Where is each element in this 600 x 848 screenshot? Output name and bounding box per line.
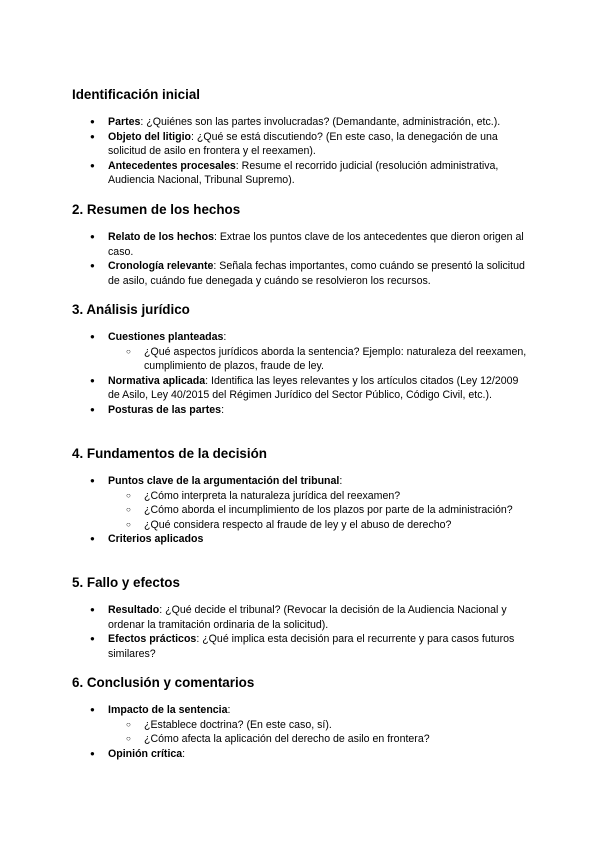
item-term: Cuestiones planteadas	[108, 331, 224, 343]
section-heading-conclusion: 6. Conclusión y comentarios	[72, 675, 255, 690]
item-term: Normativa aplicada	[108, 374, 206, 387]
list-item	[72, 115, 532, 130]
item-term: Objeto del litigio	[108, 130, 191, 143]
list-analisis	[72, 330, 532, 417]
list-item	[72, 603, 532, 632]
section-heading-fundamentos: 4. Fundamentos de la decisión	[72, 446, 267, 461]
list-item	[72, 703, 532, 747]
list-item	[72, 230, 532, 259]
list-item	[72, 259, 532, 288]
item-text: : Identifica las leyes relevantes y los artículos citados (Ley 12/2009 de Asilo, Ley 40/2015 del Régimen Jurídico del Sector Público, Código Civil, etc.).	[108, 374, 519, 401]
list-resumen	[72, 230, 532, 288]
list-item	[72, 747, 532, 762]
list-identificacion	[72, 115, 532, 188]
sublist-item: ○ ¿Cómo aborda el incumplimiento de los plazos por parte de la administración?	[108, 503, 532, 518]
item-text: :	[227, 704, 231, 716]
item-term: Relato de los hechos	[108, 231, 214, 243]
item-text: : Extrae los puntos clave de los antecedentes que dieron origen al caso.	[108, 231, 524, 258]
item-term: Puntos clave de la argumentación del tribunal	[108, 475, 340, 487]
item-term: Efectos prácticos	[108, 633, 197, 645]
item-text: : ¿Quiénes son las partes involucradas? (Demandante, administración, etc.).	[140, 116, 501, 128]
list-item	[72, 159, 532, 188]
list-fallo	[72, 603, 532, 661]
item-text: : ¿Qué implica esta decisión para el recurrente y para casos futuros similares?	[108, 633, 515, 660]
sublist-item: ○ ¿Establece doctrina? (En este caso, sí).	[108, 718, 532, 733]
list-item	[72, 374, 532, 403]
list-item	[72, 632, 532, 661]
item-text: : Resume el recorrido judicial (resolución administrativa, Audiencia Nacional, Tribunal Supremo).	[108, 159, 499, 186]
sublist	[108, 718, 532, 747]
item-term: Impacto de la sentencia	[108, 704, 228, 716]
list-item	[72, 474, 532, 532]
sublist-item: ○ ¿Cómo afecta la aplicación del derecho de asilo en frontera?	[108, 732, 532, 747]
item-term: Cronología relevante	[108, 260, 214, 272]
sublist-item: ○ ¿Qué aspectos jurídicos aborda la sentencia? Ejemplo: naturaleza del reexamen, cumplimiento de plazos, fraude de ley.	[108, 345, 532, 374]
item-text: :	[339, 475, 343, 487]
item-text: :	[221, 403, 225, 416]
item-term: Partes	[108, 116, 141, 128]
item-term: Antecedentes procesales	[108, 159, 236, 172]
item-text: : Señala fechas importantes, como cuándo se presentó la solicitud de asilo, cuándo fue denegada y cuándo se resolvieron los recursos.	[108, 260, 525, 287]
section-heading-fallo: 5. Fallo y efectos	[72, 575, 180, 590]
item-text: : ¿Qué se está discutiendo? (En este caso, la denegación de una solicitud de asilo en frontera y el reexamen).	[108, 130, 498, 157]
list-item	[72, 532, 532, 547]
section-heading-resumen: 2. Resumen de los hechos	[72, 202, 241, 217]
item-term: Opinión crítica	[108, 747, 183, 760]
sublist	[108, 489, 532, 533]
sublist-item: ○ ¿Qué considera respecto al fraude de ley y el abuso de derecho?	[108, 518, 532, 533]
item-text: :	[223, 331, 227, 343]
item-term: Criterios aplicados	[108, 533, 204, 545]
item-term: Resultado	[108, 604, 160, 616]
item-text: : ¿Qué decide el tribunal? (Revocar la decisión de la Audiencia Nacional y ordenar la tramitación ordinaria de la solicitud).	[108, 604, 507, 631]
sublist	[108, 345, 532, 374]
list-item	[72, 130, 532, 159]
item-text: :	[182, 747, 186, 760]
section-heading-analisis: 3. Análisis jurídico	[72, 302, 190, 317]
section-heading-identificacion: Identificación inicial	[72, 87, 200, 102]
sublist-item: ○ ¿Cómo interpreta la naturaleza jurídica del reexamen?	[108, 489, 532, 504]
list-item	[72, 403, 532, 418]
list-fundamentos	[72, 474, 532, 547]
item-term: Posturas de las partes	[108, 403, 222, 416]
list-conclusion	[72, 703, 532, 761]
list-item	[72, 330, 532, 374]
